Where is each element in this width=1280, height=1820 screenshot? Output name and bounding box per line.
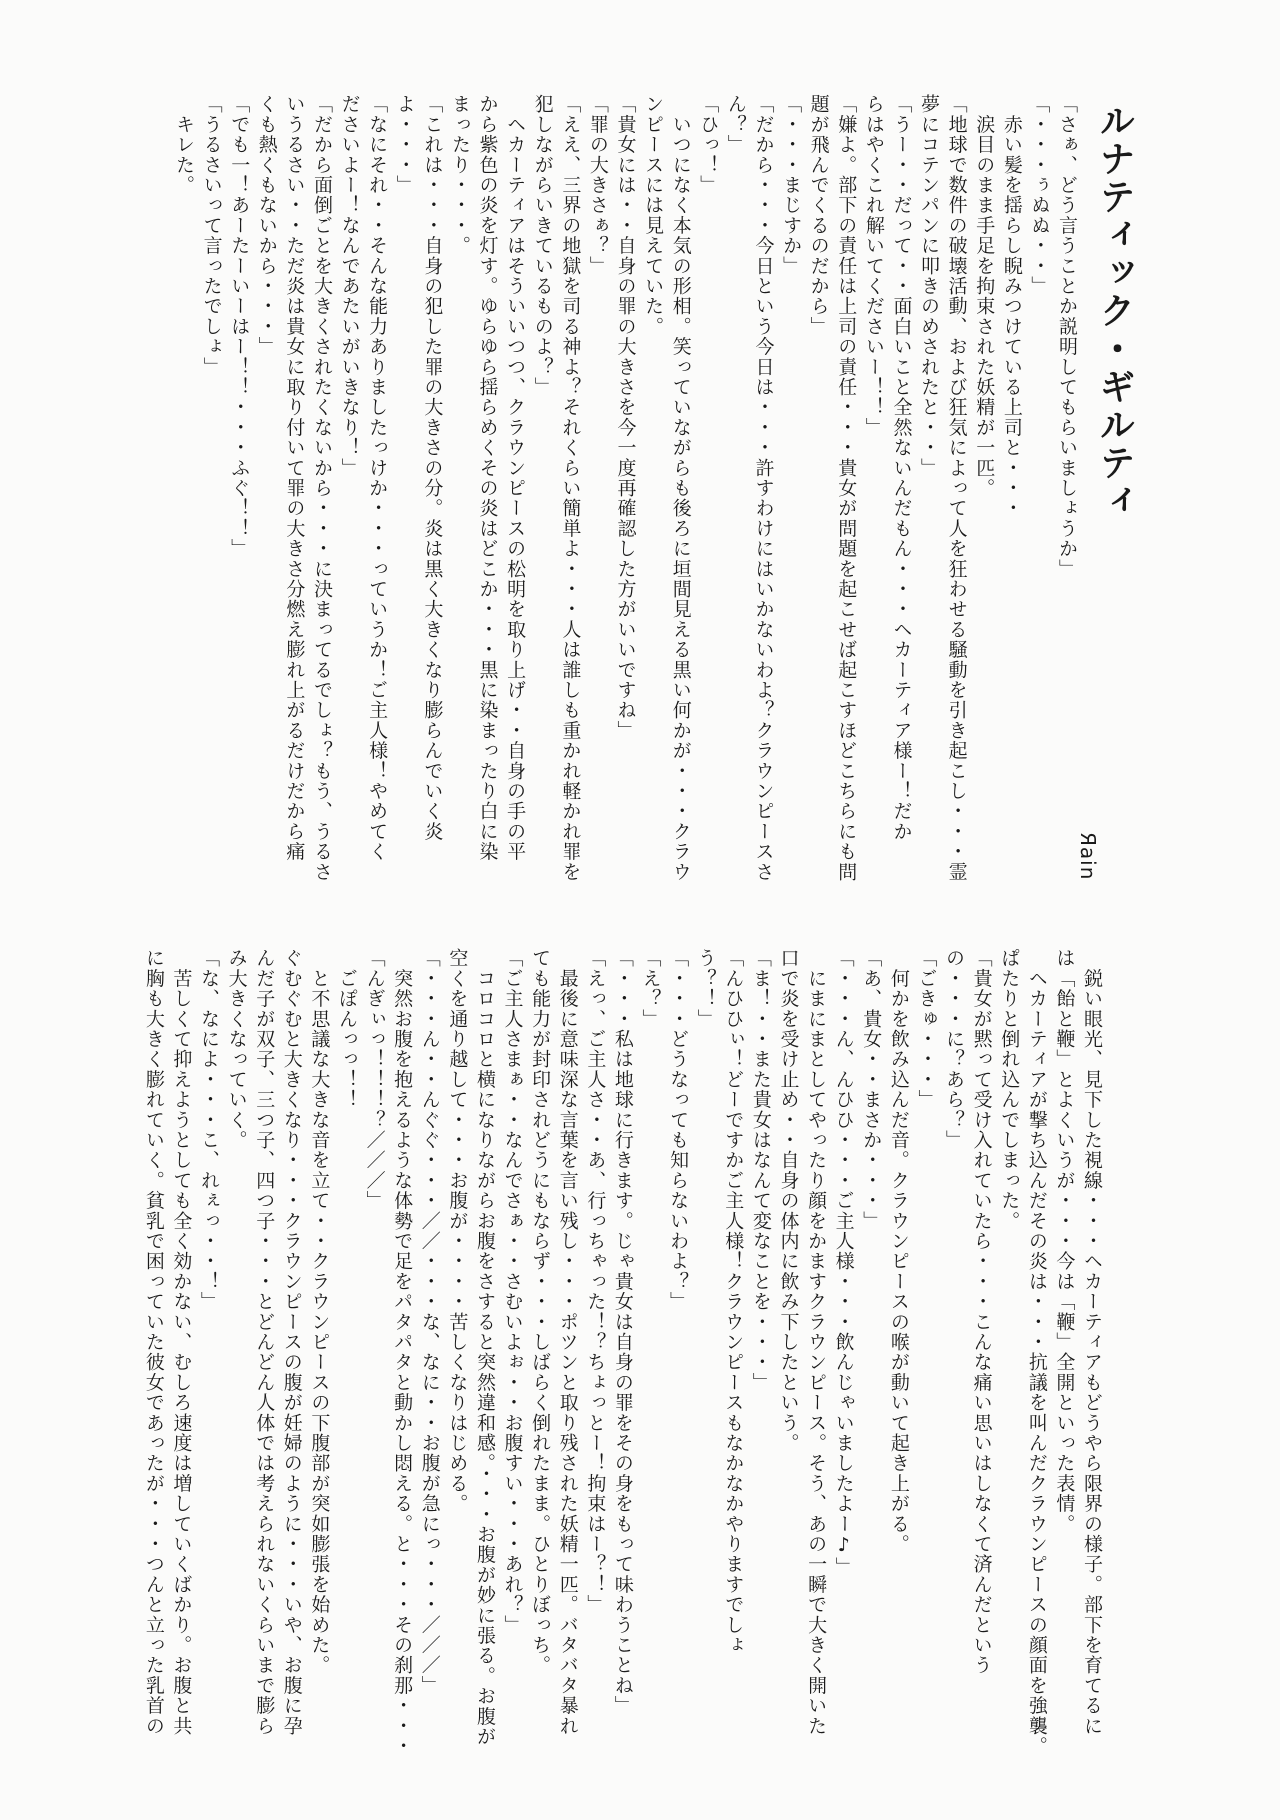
text-block-upper bbox=[169, 94, 1080, 924]
text-line: 突然お腹を抱えるような体勢で足をパタパタと動かし悶える。と・・・その刹那・・・ bbox=[391, 948, 414, 1756]
text-line: ヘカーティアが撃ち込んだその炎は・・・抗議を叫んだクラウンピースの顔面を強襲。 bbox=[1025, 948, 1048, 1756]
text-line: ぐむぐむと大きくなり・・・クラウンピースの腹が妊婦のように・・・いや、お腹に孕 bbox=[280, 948, 303, 1736]
text-line: は「飴と鞭」とよくいうが・・・今は「鞭」全開といった表情。 bbox=[1053, 948, 1076, 1534]
text-line: んだ子が双子、三つ子、四つ子・・・とどんどん人体では考えられないくらいまで膨ら bbox=[253, 948, 276, 1736]
text-line: らはやくこれ解いてくださいー！！」 bbox=[862, 94, 885, 438]
text-line: 何かを飲み込んだ音。クラウンピースの喉が動いて起き上がる。 bbox=[887, 948, 910, 1554]
text-line: 「えっ、ご主人さ・・あ、行っちゃった！？ちょっとー！拘束はー？！」 bbox=[584, 948, 607, 1615]
text-line: ても能力が封印されどうにもならず・・・しばらく倒れたまま。ひとりぼっち。 bbox=[529, 948, 552, 1676]
story-title: ルナティック・ギルティ bbox=[1094, 102, 1135, 520]
text-line: 「うー・・だって・・面白いこと全然ないんだもん・・・ヘカーティア様ー！だか bbox=[890, 94, 913, 842]
text-line: くも熱くもないから・・・」 bbox=[255, 94, 278, 357]
text-line: 「さぁ、どう言うことか説明してもらいましょうか」 bbox=[1056, 94, 1078, 579]
text-line: 夢にコテンパンに叩きのめされたと・・」 bbox=[918, 94, 941, 478]
text-line: に胸も大きく膨れていく。貧乳で困っていた彼女であったが・・・つんと立った乳首の bbox=[142, 948, 165, 1736]
text-line: 「な、なによ・・・こ、れぇっ・・！」 bbox=[198, 948, 220, 1312]
text-line: 「・・・ん、んひひ・・・ご主人様・・・飲んじゃいましたよー♪」 bbox=[832, 948, 855, 1578]
text-line: 「んぎぃっ！！！？／／／」 bbox=[363, 948, 386, 1211]
text-line: いつになく本気の形相。笑っていながらも後ろに垣間見える黒い何かが・・・クラウ bbox=[669, 94, 692, 882]
text-line: 空くを通り越して・・・お腹が・・・・苦しくなりはじめる。 bbox=[446, 948, 469, 1514]
text-line: 「ええ、三界の地獄を司る神よ？それくらい簡単よ・・・人は誰しも重かれ軽かれ罪を bbox=[559, 94, 582, 882]
text-line: 犯しながらいきているものよ？」 bbox=[531, 94, 554, 397]
text-line: 「ごきゅ・・・」 bbox=[915, 948, 938, 1110]
text-line: 「罪の大きさぁ？」 bbox=[586, 94, 609, 276]
text-line: 「これは・・・自身の犯した罪の大きさの分。炎は黒く大きくなり膨らんでいく炎 bbox=[421, 94, 444, 842]
text-line: の・・・に？あら？」 bbox=[943, 948, 966, 1150]
text-line: 「・・・まじすか」 bbox=[780, 94, 803, 276]
text-line: ん？」 bbox=[724, 94, 747, 155]
text-line: 「ま！・・また貴女はなんて変なことを・・・」 bbox=[749, 948, 772, 1393]
text-line: ぱたりと倒れ込んでしまった。 bbox=[998, 948, 1021, 1231]
text-line: ヘカーティアはそういいつつ、クラウンピースの松明を取り上げ・・自身の手の平 bbox=[504, 94, 527, 862]
text-line: まったり・・・。 bbox=[448, 94, 471, 256]
text-line: いうるさい・・ただ炎は貴女に取り付いて罪の大きさ分燃え膨れ上がるだけだから痛 bbox=[283, 94, 306, 862]
text-line: よ・・・」 bbox=[393, 94, 416, 195]
text-line: 「嫌よ。部下の責任は上司の責任・・・貴女が問題を起こせば起こすほどこちらにも問 bbox=[835, 94, 858, 882]
text-line: 口で炎を受け止め・・自身の体内に飲み下したという。 bbox=[777, 948, 800, 1453]
text-line: ンピースには見えていた。 bbox=[642, 94, 665, 337]
text-line: み大きくなっていく。 bbox=[225, 948, 248, 1150]
text-line: ごぽんっっ！！ bbox=[335, 948, 358, 1110]
text-line: 「え？」 bbox=[639, 948, 662, 1029]
text-line: 「でも一！あーたーいーはー！！・・・ふぐ！！」 bbox=[228, 94, 251, 559]
text-line: う？！」 bbox=[694, 948, 717, 1029]
text-line: コロコロと横になりながらお腹をさすると突然違和感。・・・お腹が妙に張る。お腹が bbox=[473, 948, 496, 1747]
text-line: 「・・・ん・・んぐぐ・・・／／・・・な、なに・・お腹が急にっ・・・／／／」 bbox=[418, 948, 441, 1696]
text-line: 「うるさいって言ったでしょ」 bbox=[200, 94, 223, 377]
text-line: 「貴女が黙って受け入れていたら・・・こんな痛い思いはしなくて済んだという bbox=[970, 948, 993, 1676]
text-line: 最後に意味深な言葉を言い残し・・・ポツンと取り残された妖精一匹。バタバタ暴れ bbox=[556, 948, 579, 1736]
text-line: 「ご主人さまぁ・・なんでさぁ・・さむいよぉ・・お腹すい・・・あれ？」 bbox=[501, 948, 524, 1635]
text-line: 「んひひぃ！どーですかご主人様！クラウンピースもなかなかやりますでしょ bbox=[722, 948, 745, 1655]
text-line: 「・・・ぅぬぬ・・」 bbox=[1028, 94, 1051, 296]
text-line: 苦しくて抑えようとしても全く効かない、むしろ速度は増していくばかり。お腹と共 bbox=[170, 948, 193, 1736]
text-line: 「ひっ！」 bbox=[697, 94, 720, 195]
text-line: から紫色の炎を灯す。ゆらゆら揺らめくその炎はどこか・・・黒に染まったり白に染 bbox=[476, 94, 499, 862]
text-line: にまにまとしてやったり顔をかますクラウンピース。そう、あの一瞬で大きく開いた bbox=[805, 948, 828, 1736]
text-line: と不思議な大きな音を立て・・クラウンピースの下腹部が突如膨張を始めた。 bbox=[308, 948, 331, 1676]
author-name: Яain bbox=[1076, 832, 1100, 881]
text-line: 「なにそれ・・そんな能力ありましたっけか・・・っていうか！ご主人様！やめてく bbox=[366, 94, 389, 862]
text-line: ださいよー！なんであたいがいきなり！」 bbox=[338, 94, 361, 478]
text-line: 題が飛んでくるのだから」 bbox=[807, 94, 830, 337]
text-line: 「・・・どうなっても知らないわよ？」 bbox=[667, 948, 690, 1312]
text-line: 赤い髪を揺らし睨みつけている上司と・・・ bbox=[1000, 94, 1023, 519]
text-line: 「あ、貴女・・まさか・・・」 bbox=[860, 948, 883, 1231]
text-line: 「貴女には・・自身の罪の大きさを今一度再確認した方がいいですね」 bbox=[614, 94, 637, 741]
text-line: 「地球で数件の破壊活動、および狂気によって人を狂わせる騒動を引き起こし・・・霊 bbox=[945, 94, 968, 882]
text-block-lower bbox=[139, 948, 1105, 1798]
text-line: 「だから・・・今日という今日は・・・許すわけにはいかないわよ？クラウンピースさ bbox=[752, 94, 775, 882]
text-line: 「・・・私は地球に行きます。じゃ貴女は自身の罪をその身をもって味わうことね」 bbox=[611, 948, 634, 1716]
text-line: 鋭い眼光、見下した視線・・・ヘカーティアもどうやら限界の様子。部下を育てるに bbox=[1081, 948, 1103, 1736]
text-line: 涙目のまま手足を拘束された妖精が一匹。 bbox=[973, 94, 996, 498]
text-line: キレた。 bbox=[173, 94, 195, 195]
text-line: 「だから面倒ごとを大きくされたくないから・・・に決まってるでしょ？もう、うるさ bbox=[310, 94, 333, 882]
